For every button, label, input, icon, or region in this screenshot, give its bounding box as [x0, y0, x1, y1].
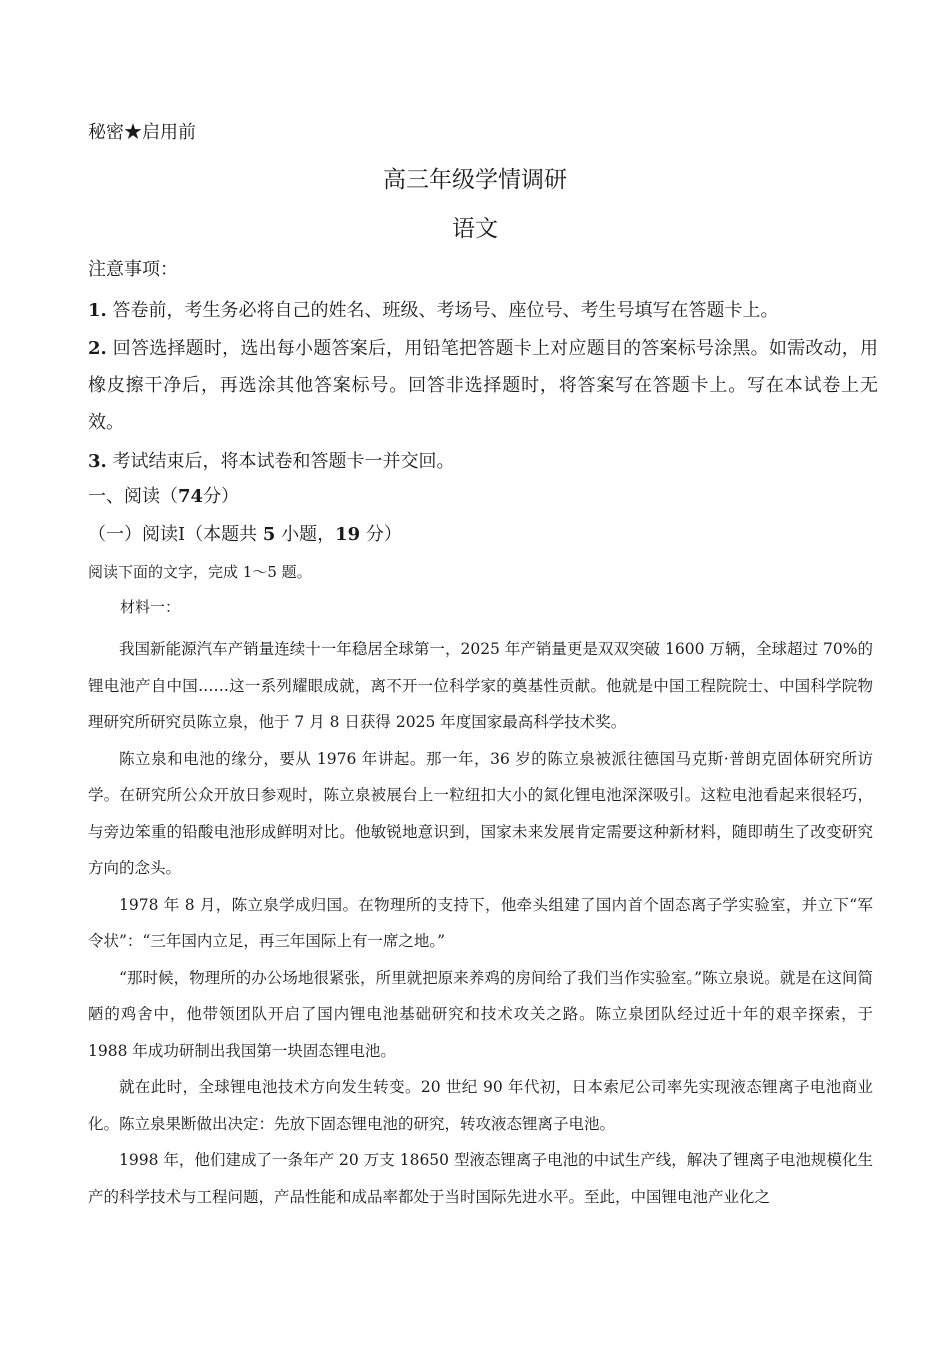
reading-instruction: 阅读下面的文字，完成 1～5 题。	[88, 563, 312, 581]
passage-paragraph: “那时候，物理所的办公场地很紧张，所里就把原来养鸡的房间给了我们当作实验室。”陈立泉说。就是在这间简陋的鸡舍中，他带领团队开启了国内锂电池基础研究和技术攻关之路。陈立泉团队经过近十年的艰辛探索，于 1988 年成功研制出我国第一块固态锂电池。	[88, 968, 873, 1060]
part-heading-prefix: 一、阅读（	[88, 486, 178, 507]
notice-item-text: 考试结束后，将本试卷和答题卡一并交回。	[112, 451, 455, 472]
passage-paragraph: 陈立泉和电池的缘分，要从 1976 年讲起。那一年，36 岁的陈立泉被派往德国马克斯·普朗克固体研究所访学。在研究所公众开放日参观时，陈立泉被展台上一粒纽扣大小的氮化锂电池深深吸引。这粒电池看起来很轻巧，与旁边笨重的铅酸电池形成鲜明对比。他敏锐地意识到，国家未来发展肯定需要这种新材料，随即萌生了改变研究方向的念头。	[88, 749, 873, 877]
subpart-score: 19	[335, 524, 361, 545]
part-score: 74	[178, 486, 204, 507]
subpart-prefix: （一）阅读Ⅰ（本题共	[88, 524, 258, 545]
notice-item	[88, 330, 878, 441]
material-label: 材料一：	[120, 598, 181, 616]
notice-item-number: 2	[88, 338, 101, 359]
subpart-suffix: 分）	[365, 524, 402, 545]
part-heading	[88, 482, 239, 508]
notice-item-number: 3	[88, 451, 101, 472]
notice-item-text: 回答选择题时，选出每小题答案后，用铅笔把答题卡上对应题目的答案标号涂黑。如需改动，用橡皮擦干净后，再选涂其他答案标号。回答非选择题时，将答案写在答题卡上。写在本试卷上无效。	[88, 338, 878, 433]
subpart-heading	[88, 520, 402, 546]
confidential-label: 秘密★启用前	[88, 122, 196, 143]
question-count: 5	[262, 524, 276, 545]
notice-item-dot: .	[100, 338, 107, 359]
reading-passage	[88, 631, 873, 1215]
subject-title: 语文	[452, 216, 498, 242]
notice-heading: 注意事项：	[88, 259, 178, 280]
passage-paragraph: 我国新能源汽车产销量连续十一年稳居全球第一，2025 年产销量更是双双突破 1600 万辆，全球超过 70%的锂电池产自中国……这一系列耀眼成就，离不开一位科学家的奠基性贡献。他就是中国工程院院士、中国科学院物理研究所研究员陈立泉，他于 7 月 8 日获得 2025 年度国家最高科学技术奖。	[88, 640, 873, 731]
passage-paragraph: 1998 年，他们建成了一条年产 20 万支 18650 型液态锂离子电池的中试生产线，解决了锂离子电池规模化生产的科学技术与工程问题，产品性能和成品率都处于当时国际先进水平。至此，中国锂电池产业化之	[88, 1151, 873, 1206]
notice-item-dot: .	[100, 300, 107, 321]
notice-item	[88, 292, 878, 329]
passage-paragraph: 1978 年 8 月，陈立泉学成归国。在物理所的支持下，他牵头组建了国内首个固态离子学实验室，并立下“军令状”：“三年国内立足，再三年国际上有一席之地。”	[88, 895, 873, 950]
passage-paragraph: 就在此时，全球锂电池技术方向发生转变。20 世纪 90 年代初，日本索尼公司率先实现液态锂离子电池商业化。陈立泉果断做出决定：先放下固态锂电池的研究，转攻液态锂离子电池。	[88, 1078, 873, 1133]
notice-item-text: 答卷前，考生务必将自己的姓名、班级、考场号、座位号、考生号填写在答题卡上。	[112, 300, 779, 321]
exam-title: 高三年级学情调研	[383, 167, 567, 193]
notice-item-dot: .	[100, 451, 107, 472]
notice-item-number: 1	[88, 300, 101, 321]
notice-item	[88, 443, 878, 480]
part-heading-suffix: 分）	[203, 486, 240, 507]
subpart-mid: 小题，	[281, 524, 336, 545]
